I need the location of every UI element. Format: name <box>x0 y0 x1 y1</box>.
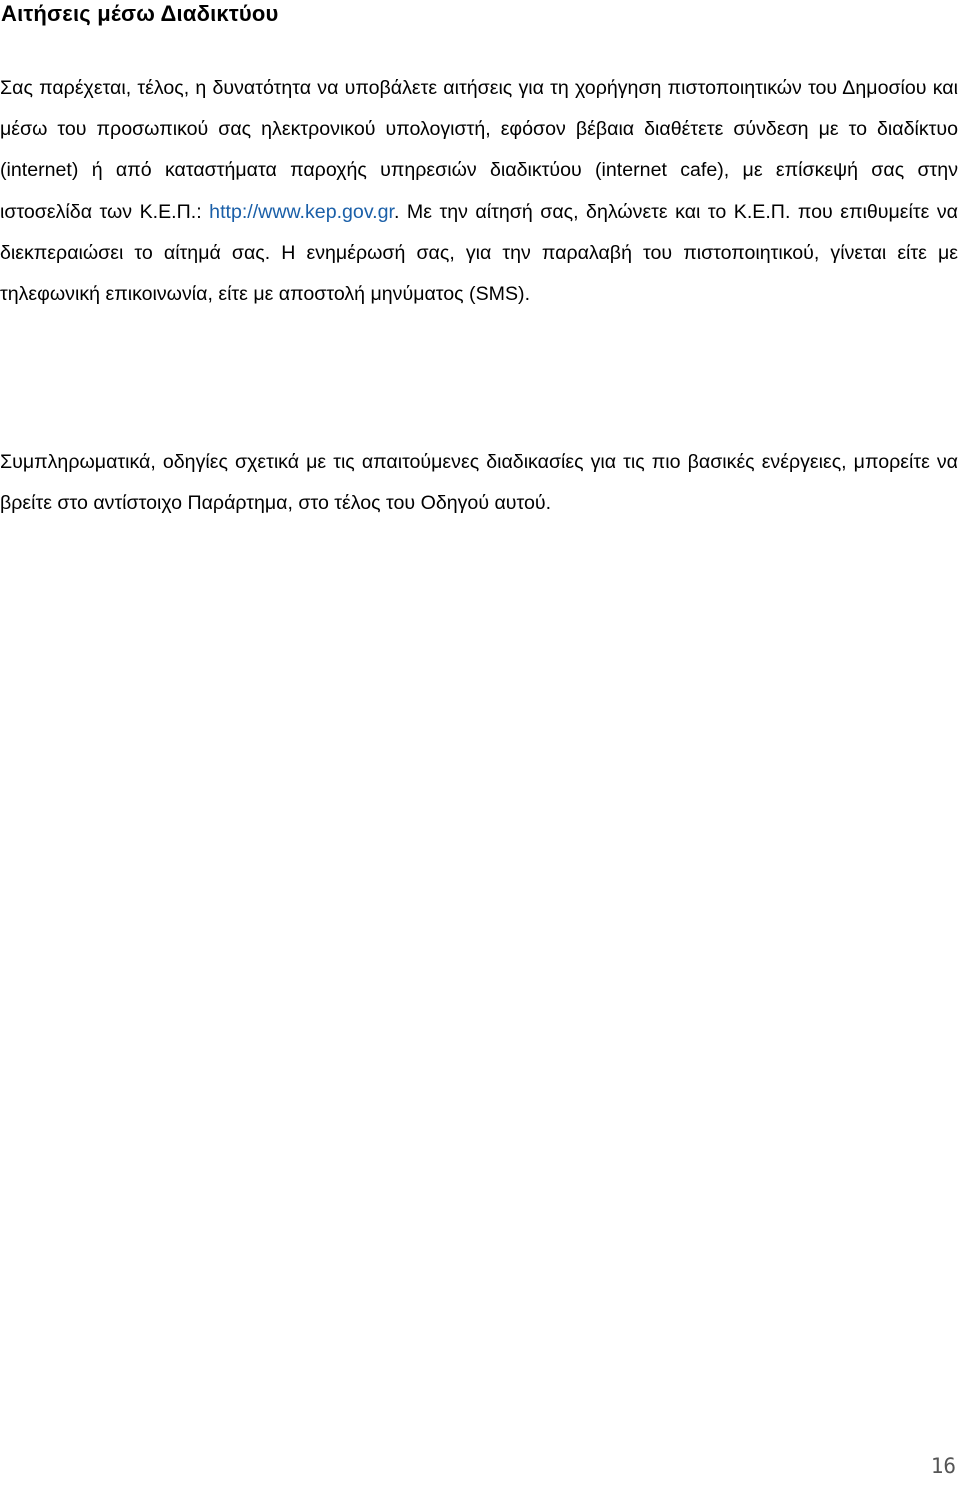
paragraph-supplementary-instructions: Συμπληρωματικά, οδηγίες σχετικά με τις απαιτούμενες διαδικασίες για τις πιο βασικές ενέργειες, μπορείτε να βρείτε στο αντίστοιχο Παράρτημα, στο τέλος του Οδηγού αυτού. <box>0 451 958 515</box>
paragraph-online-applications <box>0 68 958 315</box>
paragraph-text-end: . Με την αίτησή σας, δηλώνετε και το Κ.Ε.Π. που επιθυμείτε να διεκπεραιώσει το αίτημά σας. Η ενημέρωσή σας, για την παραλαβή του πιστοποιητικού, γίνεται είτε με τηλεφωνική επικοινωνία, είτε με αποστολή μηνύματος (SMS). <box>0 200 958 306</box>
kep-website-link[interactable]: http://www.kep.gov.gr <box>209 200 394 223</box>
page-number: 16 <box>930 1454 956 1478</box>
paragraph-text-start: Σας παρέχεται, τέλος, η δυνατότητα να υποβάλετε αιτήσεις για τη χορήγηση πιστοποιητικών του Δημοσίου και μέσω του προσωπικού σας ηλεκτρονικού υπολογιστή, εφόσον βέβαια διαθέτετε σύνδεση με το διαδίκτυο (internet) ή από καταστήματα παροχής υπηρεσιών διαδικτύου (internet cafe), με επίσκεψή σας στην ιστοσελίδα των Κ.Ε.Π.: <box>0 77 958 223</box>
section-title: Αιτήσεις μέσω Διαδικτύου <box>1 1 279 26</box>
